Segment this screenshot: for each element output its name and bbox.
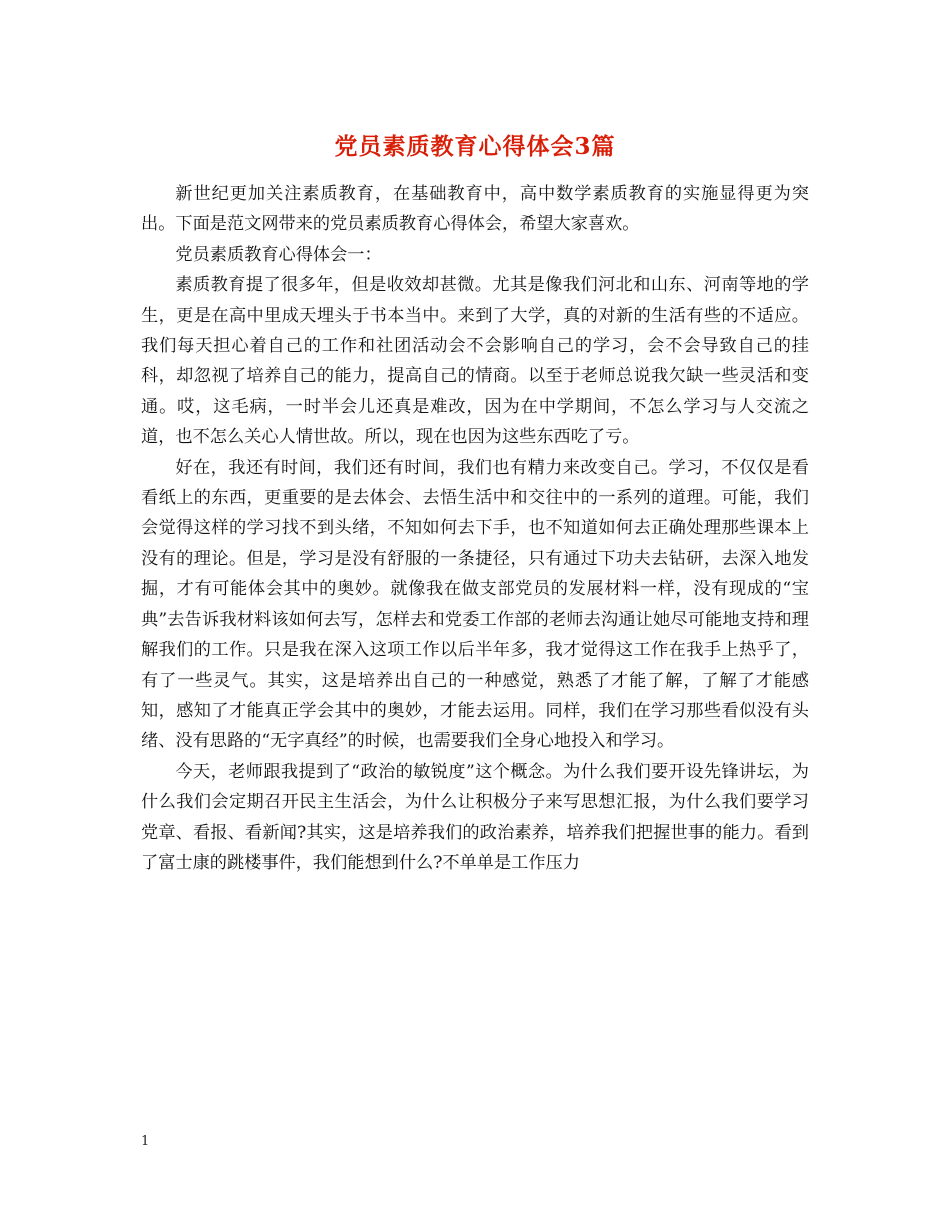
paragraph-subheading: 党员素质教育心得体会一： [175,244,382,265]
page-number: 1 [141,1134,150,1149]
paragraph-intro: 新世纪更加关注素质教育，在基础教育中，高中数学素质教育的实施显得更为突出。下面是范文网带来的党员素质教育心得体会，希望大家喜欢。 [141,184,809,235]
document-title: 党员素质教育心得体会3篇 [334,133,616,160]
paragraph-2: 好在，我还有时间，我们还有时间，我们也有精力来改变自己。学习，不仅仅是看看纸上的东西，更重要的是去体会、去悟生活中和交往中的一系列的道理。可能，我们会觉得这样的学习找不到头绪，不知如何去下手，也不知道如何去正确处理那些课本上没有的理论。但是，学习是没有舒服的一条捷径，只有通过下功夫去钻研，去深入地发掘，才有可能体会其中的奥妙。就像我在做支部党员的发展材料一样，没有现成的“宝典”去告诉我材料该如何去写，怎样去和党委工作部的老师去沟通让她尽可能地支持和理解我们的工作。只是我在深入这项工作以后半年多，我才觉得这工作在我手上热乎了，有了一些灵气。其实，这是培养出自己的一种感觉，熟悉了才能了解，了解了才能感知，感知了才能真正学会其中的奥妙，才能去运用。同样，我们在学习那些看似没有头绪、没有思路的“无字真经”的时候，也需要我们全身心地投入和学习。 [141,457,809,752]
document-body [141,179,809,878]
paragraph-3: 今天，老师跟我提到了“政治的敏锐度”这个概念。为什么我们要开设先锋讲坛，为什么我们会定期召开民主生活会，为什么让积极分子来写思想汇报，为什么我们要学习党章、看报、看新闻?其实，这是培养我们的政治素养，培养我们把握世事的能力。看到了富士康的跳楼事件，我们能想到什么?不单单是工作压力 [141,761,809,873]
paragraph-1: 素质教育提了很多年，但是收效却甚微。尤其是像我们河北和山东、河南等地的学生，更是在高中里成天埋头于书本当中。来到了大学，真的对新的生活有些的不适应。我们每天担心着自己的工作和社团活动会不会影响自己的学习，会不会导致自己的挂科，却忽视了培养自己的能力，提高自己的情商。以至于老师总说我欠缺一些灵活和变通。哎，这毛病，一时半会儿还真是难改，因为在中学期间，不怎么学习与人交流之道，也不怎么关心人情世故。所以，现在也因为这些东西吃了亏。 [141,275,809,448]
